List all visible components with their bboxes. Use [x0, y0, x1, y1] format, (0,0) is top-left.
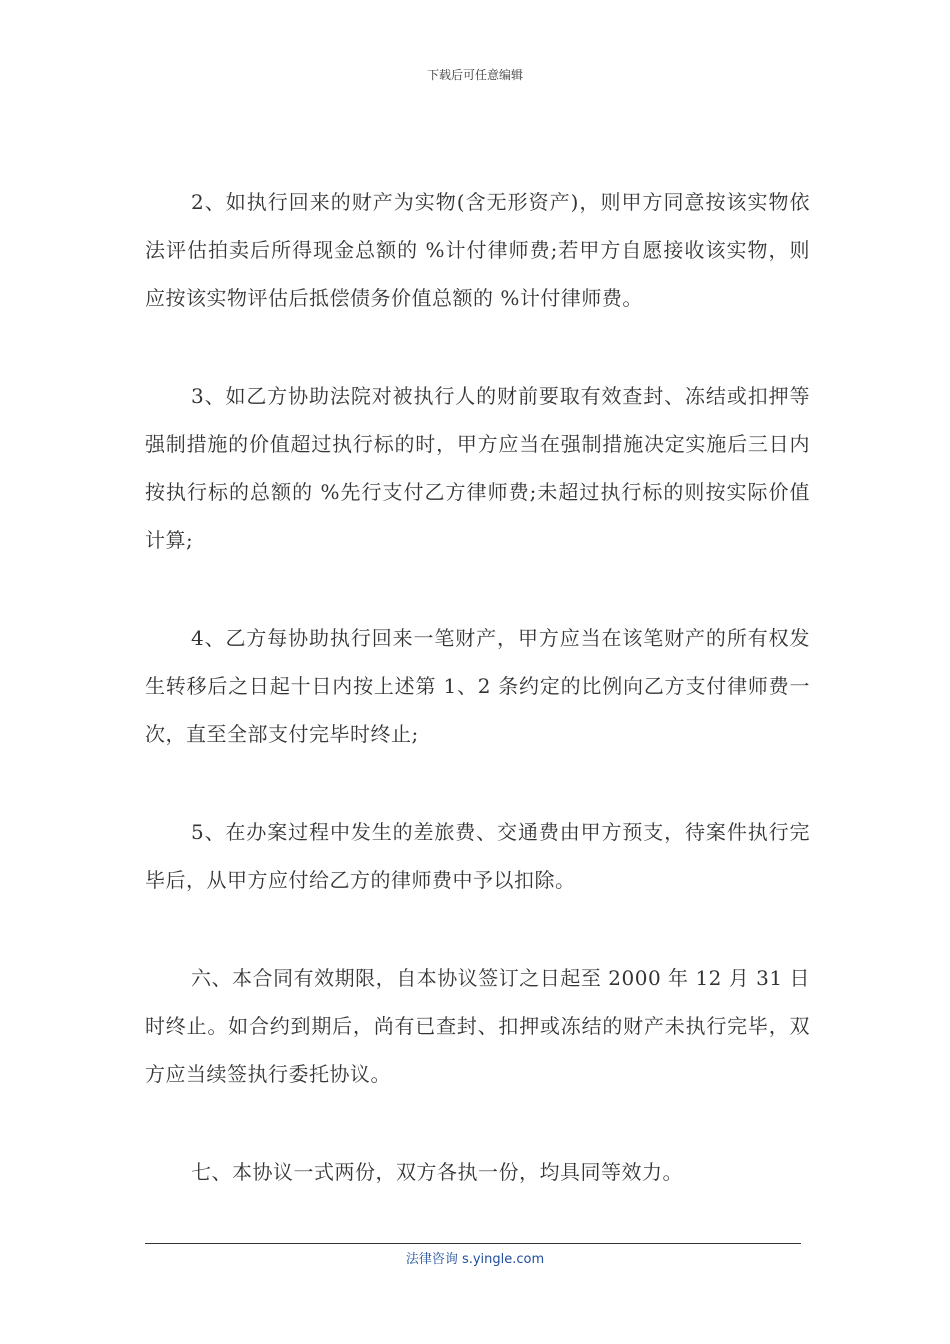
page-header: 下载后可任意编辑 — [426, 68, 523, 82]
page-footer-link[interactable]: 法律咨询 s.yingle.com — [405, 1252, 545, 1267]
clause-3-paragraph: 3、如乙方协助法院对被执行人的财前要取有效查封、冻结或扣押等强制措施的价值超过执行标的时，甲方应当在强制措施决定实施后三日内按执行标的总额的 %先行支付乙方律师费;未超过执行标的则按实际价值计算; — [145, 384, 810, 552]
clause-6-term-paragraph: 六、本合同有效期限，自本协议签订之日起至 2000 年 12 月 31 日时终止。如合约到期后，尚有已查封、扣押或冻结的财产未执行完毕，双方应当续签执行委托协议。 — [145, 966, 810, 1086]
clause-7-copies-paragraph: 七、本协议一式两份，双方各执一份，均具同等效力。 — [191, 1160, 683, 1184]
clause-2-paragraph: 2、如执行回来的财产为实物(含无形资产)，则甲方同意按该实物依法评估拍卖后所得现金总额的 %计付律师费;若甲方自愿接收该实物，则应按该实物评估后抵偿债务价值总额的 %计付律师费。 — [145, 190, 810, 310]
document-body — [145, 178, 810, 1246]
clause-5-paragraph: 5、在办案过程中发生的差旅费、交通费由甲方预支，待案件执行完毕后，从甲方应付给乙方的律师费中予以扣除。 — [145, 820, 810, 892]
clause-4-paragraph: 4、乙方每协助执行回来一笔财产，甲方应当在该笔财产的所有权发生转移后之日起十日内按上述第 1、2 条约定的比例向乙方支付律师费一次，直至全部支付完毕时终止; — [145, 626, 810, 746]
footer-divider — [145, 1243, 801, 1244]
